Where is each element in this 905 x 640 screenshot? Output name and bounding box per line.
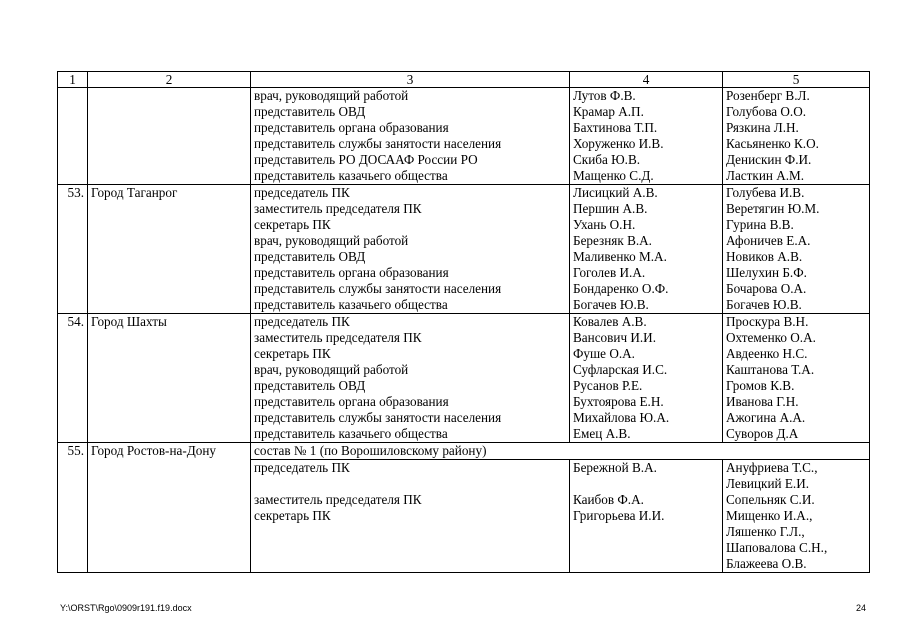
role-line: представитель казачьего общества [254,426,448,441]
member-line: Скиба Ю.В. [573,152,641,167]
member-line: Русанов Р.Е. [573,378,643,393]
member-line: Гоголев И.А. [573,265,646,280]
role-line: врач, руководящий работой [254,233,409,248]
roles-cell [251,185,570,314]
reserve-line: Шаповалова С.Н., [726,540,828,555]
reserve-line: Касьяненко К.О. [726,136,819,151]
role-line: представитель органа образования [254,265,449,280]
reserve-line: Голубова О.О. [726,104,807,119]
city-name: Город Таганрог [88,185,251,314]
reserve-line: Громов К.В. [726,378,795,393]
member-line: Крамар А.П. [573,104,644,119]
reserve-line: Рязкина Л.Н. [726,120,799,135]
reserve-line: Розенберг В.Л. [726,88,810,103]
row-number: 54. [58,314,88,443]
reserve-line: Левицкий Е.И. [726,476,810,491]
reserve-line: Новиков А.В. [726,249,803,264]
member-line [573,556,719,572]
reserves-cell [723,88,870,185]
role-line: заместитель председателя ПК [254,330,422,345]
role-line [254,476,566,492]
footer-file-path: Y:\ORST\Rgo\0909r191.f19.docx [60,603,192,613]
member-line: Фуше О.А. [573,346,635,361]
role-line: представитель службы занятости населения [254,136,502,151]
role-line: представитель органа образования [254,394,449,409]
header-cell: 5 [723,72,870,88]
composition-subheading: состав № 1 (по Ворошиловскому району) [251,443,870,460]
reserve-line: Афоничев Е.А. [726,233,811,248]
member-line: Бережной В.А. [573,460,657,475]
table-row [58,185,870,314]
row-number: 55. [58,443,88,573]
role-line: председатель ПК [254,185,350,200]
reserves-cell [723,185,870,314]
reserve-line: Шелухин Б.Ф. [726,265,807,280]
role-line: представитель органа образования [254,120,449,135]
reserve-line: Авдеенко Н.С. [726,346,808,361]
reserve-line: Богачев Ю.В. [726,297,802,312]
role-line: представитель службы занятости населения [254,410,502,425]
member-line: Емец А.В. [573,426,631,441]
header-cell: 2 [88,72,251,88]
reserve-line: Ануфриева Т.С., [726,460,818,475]
member-line: Ковалев А.В. [573,314,647,329]
role-line: заместитель председателя ПК [254,492,422,507]
member-line: Першин А.В. [573,201,648,216]
role-line: председатель ПК [254,460,350,475]
member-line: Григорьева И.И. [573,508,665,523]
member-line [573,476,719,492]
reserve-line: Ласткин А.М. [726,168,805,183]
member-line [573,524,719,540]
reserve-line: Сопельняк С.И. [726,492,815,507]
roles-cell [251,460,570,573]
member-line: Березняк В.А. [573,233,652,248]
reserves-cell [723,460,870,573]
member-line: Вансович И.И. [573,330,657,345]
reserve-line: Бочарова О.А. [726,281,807,296]
role-line: представитель ОВД [254,104,366,119]
row-number: 53. [58,185,88,314]
reserve-line: Ляшенко Г.Л., [726,524,805,539]
role-line: представитель казачьего общества [254,297,448,312]
city-name: Город Ростов-на-Дону [88,443,251,573]
role-line: секретарь ПК [254,217,331,232]
member-line: Каибов Ф.А. [573,492,644,507]
city-name: Город Шахты [88,314,251,443]
reserve-line: Мищенко И.А., [726,508,813,523]
table-row [58,88,870,185]
role-line: председатель ПК [254,314,350,329]
member-line: Ухань О.Н. [573,217,636,232]
members-cell [570,185,723,314]
role-line: представитель службы занятости населения [254,281,502,296]
members-cell [570,88,723,185]
role-line: секретарь ПК [254,346,331,361]
header-cell: 4 [570,72,723,88]
reserve-line: Суворов Д.А [726,426,799,441]
member-line: Бухтоярова Е.Н. [573,394,664,409]
member-line: Бондаренко О.Ф. [573,281,669,296]
reserve-line: Проскура В.Н. [726,314,809,329]
role-line: представитель казачьего общества [254,168,448,183]
member-line: Маливенко М.А. [573,249,667,264]
role-line: представитель ОВД [254,249,366,264]
role-line: представитель ОВД [254,378,366,393]
commission-table [57,71,870,573]
role-line: представитель РО ДОСААФ России РО [254,152,478,167]
members-cell [570,460,723,573]
reserve-line: Гурина В.В. [726,217,794,232]
role-line: врач, руководящий работой [254,362,409,377]
member-line: Бахтинова Т.П. [573,120,658,135]
roles-cell [251,314,570,443]
table-row [58,443,870,460]
row-number [58,88,88,185]
reserves-cell [723,314,870,443]
member-line: Хоруженко И.В. [573,136,664,151]
role-line [254,540,566,556]
reserve-line: Каштанова Т.А. [726,362,815,377]
role-line [254,524,566,540]
reserve-line: Блажеева О.В. [726,556,807,571]
reserve-line: Ажогина А.А. [726,410,806,425]
role-line: секретарь ПК [254,508,331,523]
reserve-line: Иванова Г.Н. [726,394,799,409]
roles-cell [251,88,570,185]
role-line: заместитель председателя ПК [254,201,422,216]
members-cell [570,314,723,443]
header-cell: 3 [251,72,570,88]
member-line: Лутов Ф.В. [573,88,636,103]
reserve-line: Веретягин Ю.М. [726,201,820,216]
table-row [58,314,870,443]
header-row [58,72,870,88]
reserve-line: Денискин Ф.И. [726,152,812,167]
role-line [254,556,566,572]
member-line: Лисицкий А.В. [573,185,658,200]
role-line: врач, руководящий работой [254,88,409,103]
member-line: Богачев Ю.В. [573,297,649,312]
member-line: Михайлова Ю.А. [573,410,670,425]
member-line [573,540,719,556]
reserve-line: Голубева И.В. [726,185,805,200]
member-line: Мащенко С.Д. [573,168,654,183]
city-name [88,88,251,185]
header-cell: 1 [58,72,88,88]
reserve-line: Охтеменко О.А. [726,330,816,345]
page-number: 24 [855,603,866,613]
member-line: Суфларская И.С. [573,362,668,377]
